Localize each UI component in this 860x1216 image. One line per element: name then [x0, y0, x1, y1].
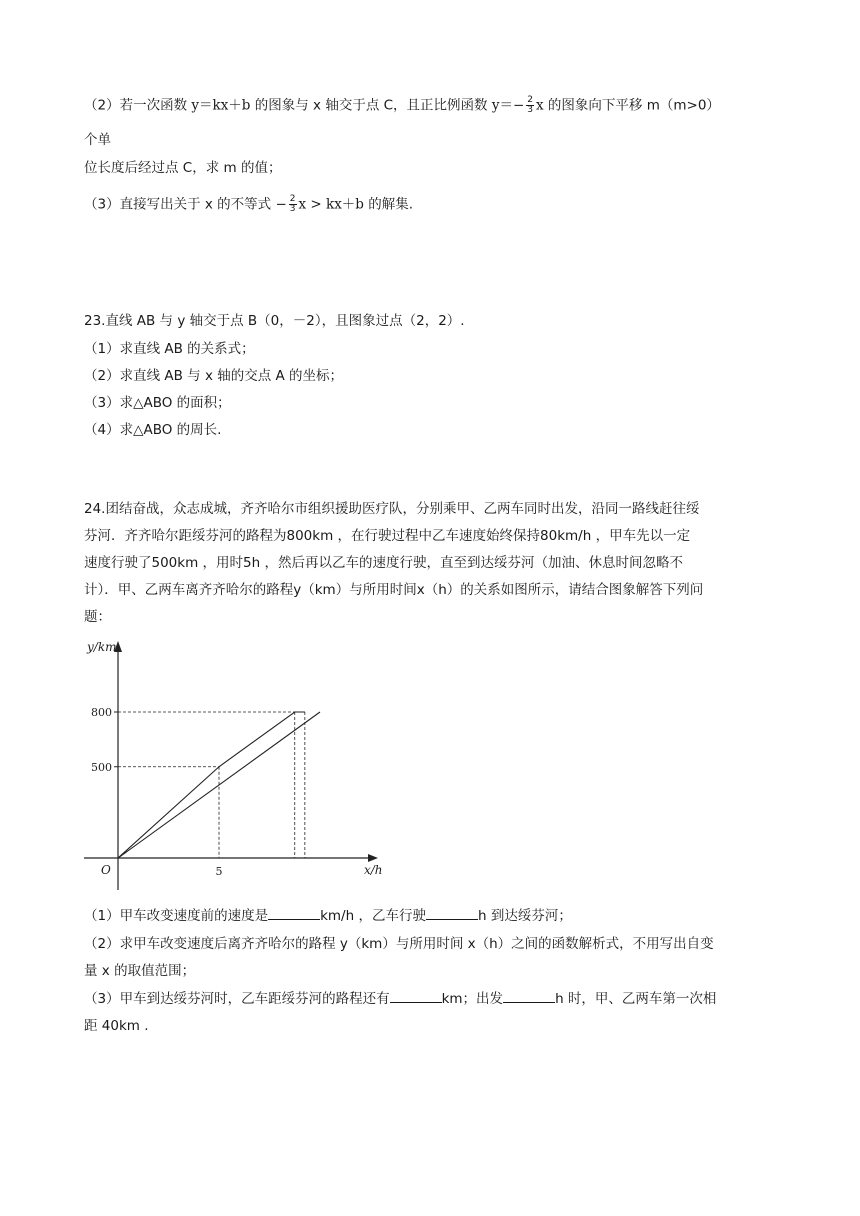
fraction-two-thirds: $\frac{2}{3}$ [527, 95, 534, 115]
q22-part2-line3: 位长度后经过点 C，求 m 的值； [84, 160, 282, 176]
q24-line-3: 速度行驶了500km ，用时5h ，然后再以乙车的速度行驶，直至到达绥芬河（加油、休息时间忽略不 [84, 555, 683, 571]
q24-sub2-line2: 量 x 的取值范围； [84, 963, 196, 979]
q22-part3: （3）直接写出关于 x 的不等式 − $\frac{2}{3}$ x > kx＋b 的解集. [84, 194, 414, 214]
q24-sub1: （1）甲车改变速度前的速度是 km/h ，乙车行驶 h 到达绥芬河； [84, 908, 572, 924]
answer-blank-1[interactable] [268, 907, 320, 920]
q23-item-4: （4）求△ABO 的周长. [84, 422, 222, 438]
series-line-2 [118, 712, 320, 858]
answer-blank-2[interactable] [426, 907, 478, 920]
answer-blank-4[interactable] [503, 990, 555, 1003]
q24-line-4: 计）．甲、乙两车离齐齐哈尔的路程y（km）与所用时间x（h）的关系如图所示，请结合图象解答下列问 [84, 582, 704, 598]
y-tick-label-500: 500 [91, 760, 112, 774]
q23-title: 23.直线 AB 与 y 轴交于点 B（0，－2），且图象过点（2，2）. [84, 313, 465, 329]
y-tick-label-800: 800 [91, 706, 112, 719]
q23-item-2: （2）求直线 AB 与 x 轴的交点 A 的坐标； [84, 368, 344, 384]
q23-item-1: （1）求直线 AB 的关系式； [84, 341, 255, 357]
eq-linear-function: y＝kx＋b [191, 97, 251, 114]
q24-sub3: （3）甲车到达绥芬河时，乙车距绥芬河的路程还有 km；出发 h 时，甲、乙两车第一次相 [84, 991, 717, 1007]
fraction-two-thirds-2: $\frac{2}{3}$ [289, 194, 296, 214]
q24-sub3-line2: 距 40km . [84, 1018, 149, 1034]
eq-proportional-a: y＝− [491, 97, 525, 114]
series-line-1 [118, 712, 305, 858]
q24-line-5: 题： [84, 609, 111, 625]
q24-sub2-line1: （2）求甲车改变速度后离齐齐哈尔的路程 y（km）与所用时间 x（h）之间的函数解析式，不用写出自变 [84, 936, 714, 952]
x-axis-arrow [368, 854, 378, 862]
x-axis-label: x/h [364, 863, 383, 877]
q23-item-3: （3）求△ABO 的面积； [84, 395, 231, 411]
q22-part2-line2: 个单 [84, 132, 111, 148]
q24-line-1: 24.团结奋战，众志成城，齐齐哈尔市组织援助医疗队，分别乘甲、乙两车同时出发，沿同一路线赶往绥 [84, 501, 700, 517]
q22-part2-line1: （2）若一次函数 y＝kx＋b 的图象与 x 轴交于点 C，且正比例函数 y＝− $\frac{2}{3}$ x 的图象向下平移 m（m>0） [84, 95, 720, 115]
answer-blank-3[interactable] [390, 990, 442, 1003]
q24-line-2: 芬河．齐齐哈尔距绥芬河的路程为800km ，在行驶过程中乙车速度始终保持80km/h ，甲车先以一定 [84, 528, 691, 544]
y-axis-label: y/km [87, 640, 117, 654]
origin-label: O [101, 863, 111, 877]
x-tick-label-5: 5 [215, 865, 223, 878]
